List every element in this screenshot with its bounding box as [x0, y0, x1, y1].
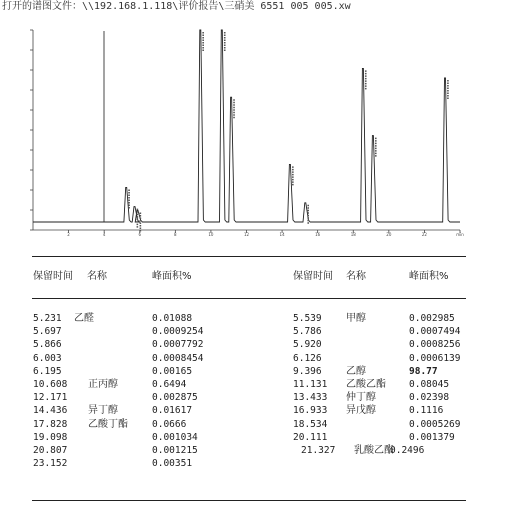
table-cell: 异戊醇 [346, 405, 376, 417]
right-rt-column [293, 312, 335, 457]
table-cell: 0.001379 [409, 431, 455, 443]
table-cell: 5.539 [293, 313, 322, 324]
x-tick-label: 8 [174, 232, 177, 237]
table-cell: 5.866 [33, 339, 62, 351]
table-cell: 98.77 [409, 365, 438, 377]
right-header-area: 峰面积% [409, 271, 449, 282]
table-cell: 0.0666 [152, 418, 187, 430]
left-header-rt: 保留时间 [33, 271, 73, 282]
table-cell: 12.171 [33, 392, 68, 404]
table-cell: 17.828 [33, 418, 68, 430]
table-cell: 5.786 [293, 326, 322, 338]
right-header-name: 名称 [346, 271, 366, 282]
table-cell [88, 431, 128, 444]
table-cell: 仲丁醇 [346, 392, 376, 404]
table-cell: 0.0007494 [409, 326, 461, 338]
table-cell: 0.002985 [409, 313, 455, 324]
table-cell: 0.001215 [152, 444, 198, 456]
table-cell: 10.608 [33, 378, 68, 390]
table-cell: 16.933 [293, 405, 328, 417]
chromatogram-plot [0, 0, 507, 245]
table-cell: 0.6494 [152, 378, 187, 390]
x-tick-label: 10 [208, 232, 214, 237]
table-cell: 甲醇 [346, 313, 366, 324]
chromatogram-trace [33, 30, 460, 222]
table-cell [88, 457, 128, 470]
x-tick-label: 6 [138, 232, 142, 237]
table-cell [88, 365, 128, 378]
table-cell: 乙醇 [346, 365, 366, 377]
x-tick-label: 16 [315, 232, 321, 237]
table-cell: 0.002875 [152, 392, 198, 404]
x-tick-label: 20 [386, 232, 392, 237]
table-cell: 11.131 [293, 378, 328, 390]
table-cell: 5.697 [33, 326, 62, 338]
table-cell: 0.00165 [152, 365, 193, 377]
table-cell: 5.920 [293, 339, 322, 351]
table-cell [346, 418, 394, 431]
table-top-rule [32, 256, 466, 257]
table-cell: 9.396 [293, 365, 322, 377]
table-cell: 0.1116 [409, 405, 444, 417]
table-cell [88, 391, 128, 404]
table-cell: 正丙醇 [88, 378, 118, 390]
table-cell [346, 338, 394, 351]
table-cell: 0.0008256 [409, 339, 461, 351]
table-cell: 5.231 [33, 313, 62, 324]
table-cell [346, 431, 394, 444]
left-header-area: 峰面积% [152, 271, 192, 282]
table-cell: 6.003 [33, 352, 62, 364]
right-header-rt: 保留时间 [293, 271, 333, 282]
table-cell: 14.436 [33, 405, 68, 417]
table-cell: 0.001034 [152, 431, 198, 443]
table-cell: 21.327 [301, 444, 336, 456]
table-cell: 19.098 [33, 431, 68, 443]
table-cell: 0.08045 [409, 378, 450, 390]
x-tick-label: 4 [102, 232, 106, 237]
file-path-header: 打开的谱图文件：\\192.168.1.118\评价报告\三硝美 6551 005 005.xw [2, 1, 351, 12]
table-cell: 6.126 [293, 352, 322, 364]
table-header-rule [32, 298, 466, 299]
table-cell [346, 352, 394, 365]
table-cell [88, 338, 128, 351]
table-bottom-rule [32, 500, 466, 501]
table-cell: 0.01088 [152, 313, 193, 324]
table-cell [88, 352, 128, 365]
x-tick-label: 14 [279, 232, 285, 237]
left-rt-column [33, 312, 67, 470]
table-cell: 0.0009254 [152, 326, 204, 338]
table-cell: 13.433 [293, 392, 328, 404]
table-cell: 异丁醇 [88, 405, 118, 417]
table-cell: 乙酸丁酯 [88, 418, 128, 430]
left-name-column [74, 312, 128, 470]
table-cell [88, 444, 128, 457]
table-cell: 23.152 [33, 458, 68, 470]
left-area-column [152, 312, 203, 470]
right-name-column [346, 312, 394, 457]
table-cell: 0.0006139 [409, 352, 461, 364]
table-cell: 0.0007792 [152, 339, 204, 351]
table-cell: 0.02398 [409, 392, 450, 404]
table-cell: 乳酸乙酯 [354, 444, 394, 456]
table-cell: 乙酸乙酯 [346, 378, 386, 390]
table-cell: 6.195 [33, 365, 62, 377]
table-cell [346, 325, 394, 338]
table-cell: 0.0008454 [152, 352, 204, 364]
x-tick-label: 2 [67, 232, 70, 237]
x-tick-label: 22 [421, 232, 427, 237]
table-cell: 0.2496 [390, 444, 425, 456]
table-cell: 20.111 [293, 431, 328, 443]
x-tick-label: 12 [243, 232, 250, 237]
left-header-name: 名称 [87, 271, 107, 282]
table-cell: 20.807 [33, 444, 68, 456]
right-area-column [390, 312, 461, 457]
table-cell: 0.0005269 [409, 418, 461, 430]
table-cell [88, 325, 128, 338]
x-tick-label: 18 [350, 232, 356, 237]
table-cell: 0.00351 [152, 458, 193, 470]
table-cell: 0.01617 [152, 405, 193, 417]
x-tick-label: min [456, 232, 464, 237]
table-cell: 18.534 [293, 418, 328, 430]
table-cell: 乙醛 [74, 313, 94, 324]
